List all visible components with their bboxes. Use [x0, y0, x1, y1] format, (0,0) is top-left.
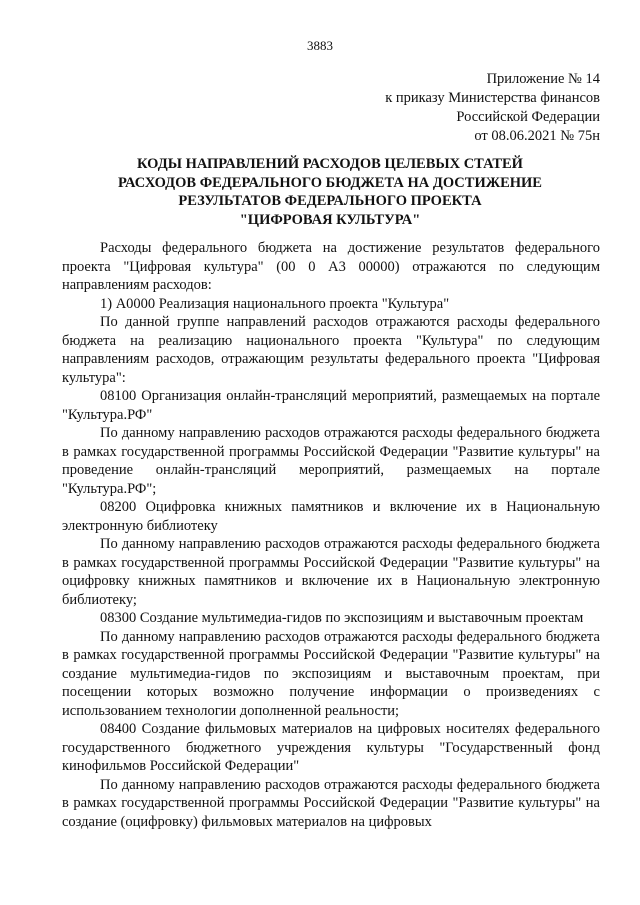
title-line-1: КОДЫ НАПРАВЛЕНИЙ РАСХОДОВ ЦЕЛЕВЫХ СТАТЕЙ [137, 156, 523, 172]
body-paragraph: По данному направлению расходов отражаются расходы федерального бюджета в рамках государственной программы Российской Федерации "Развитие культуры" на оцифровку книжных памятников и включение их в Национальную электронную библиотеку; [62, 536, 600, 608]
body-paragraph: 08200 Оцифровка книжных памятников и включение их в Национальную электронную библиотеку [62, 499, 600, 534]
body-paragraph: 08100 Организация онлайн-трансляций мероприятий, размещаемых на портале "Культура.РФ" [62, 388, 600, 423]
document-title [60, 155, 600, 229]
body-paragraph: 08300 Создание мультимедиа-гидов по экспозициям и выставочным проектам [100, 610, 584, 626]
page-number: 3883 [307, 38, 333, 53]
appendix-line-3: Российской Федерации [456, 109, 600, 125]
body-paragraph: Расходы федерального бюджета на достижение результатов федерального проекта "Цифровая культура" (00 0 А3 00000) отражаются по следующим направлениям расходов: [62, 240, 600, 293]
appendix-line-2: к приказу Министерства финансов [385, 90, 600, 106]
document-body [62, 239, 600, 831]
body-paragraph: По данной группе направлений расходов отражаются расходы федерального бюджета на реализацию национального проекта "Культура" по следующим направлениям расходов, отражающим результаты федерального проекта "Цифровая культура": [62, 314, 600, 386]
appendix-line-4: от 08.06.2021 № 75н [474, 128, 600, 144]
body-paragraph: По данному направлению расходов отражаются расходы федерального бюджета в рамках государственной программы Российской Федерации "Развитие культуры" на создание (оцифровку) фильмовых материалов на цифровых [62, 776, 600, 830]
body-paragraph: По данному направлению расходов отражаются расходы федерального бюджета в рамках государственной программы Российской Федерации "Развитие культуры" на создание мультимедиа-гидов по экспозициям и выставочным проектам, при посещении которых возможно получение информации о произведениях с использованием технологии дополненной реальности; [62, 628, 600, 719]
body-paragraph: 1) А0000 Реализация национального проекта "Культура" [100, 295, 450, 312]
title-line-4: "ЦИФРОВАЯ КУЛЬТУРА" [239, 211, 421, 228]
title-line-2: РАСХОДОВ ФЕДЕРАЛЬНОГО БЮДЖЕТА НА ДОСТИЖЕНИЕ [118, 174, 542, 191]
appendix-line-1: Приложение № 14 [486, 71, 600, 87]
title-line-3: РЕЗУЛЬТАТОВ ФЕДЕРАЛЬНОГО ПРОЕКТА [178, 193, 482, 209]
body-paragraph: 08400 Создание фильмовых материалов на цифровых носителях федерального государственного бюджетного учреждения культуры "Государственный фонд кинофильмов Российской Федерации" [62, 721, 600, 774]
appendix-reference [385, 70, 600, 146]
body-paragraph: По данному направлению расходов отражаются расходы федерального бюджета в рамках государственной программы Российской Федерации "Развитие культуры" на проведение онлайн-трансляций мероприятий, размещаемых на портале "Культура.РФ"; [62, 425, 600, 497]
